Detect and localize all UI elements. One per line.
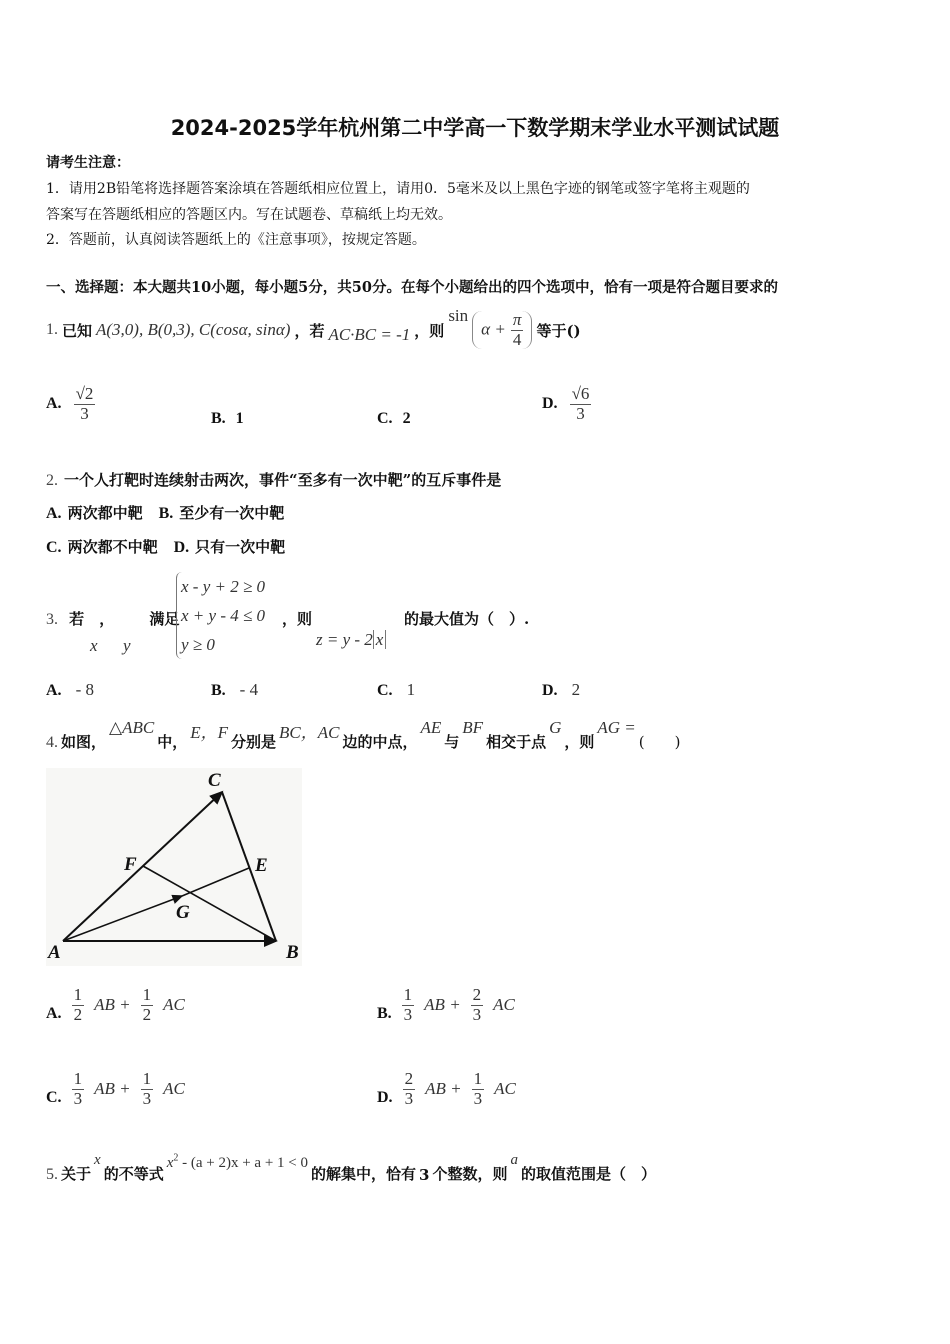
option-label: B. — [377, 1005, 392, 1022]
math-vector-term: AC — [493, 995, 515, 1014]
math-fraction — [511, 311, 524, 349]
question-text: ，则 — [414, 321, 445, 340]
fraction-numerator: 2 — [404, 1068, 414, 1088]
option-label: A. — [46, 1005, 62, 1022]
math-points: E，F — [190, 723, 228, 742]
question-text: ， — [99, 610, 115, 628]
question-number: 2. — [46, 472, 58, 489]
option-d[interactable] — [542, 680, 580, 700]
question-text: 一个人打靶时连续射击两次，事件“至多有一次中靶”的互斥事件是 — [64, 471, 502, 489]
fraction-numerator: 1 — [142, 984, 152, 1004]
math-var-y: y — [123, 636, 131, 655]
math-var-x: x — [90, 636, 98, 655]
math-vector-term: AC — [163, 1079, 185, 1098]
label-g: G — [176, 902, 190, 923]
math-point: G — [549, 718, 562, 737]
option-label: B. — [211, 410, 226, 427]
question-text: 满足 — [149, 610, 180, 628]
question-text: 如图， — [61, 733, 107, 751]
question-text: 相交于点 — [486, 733, 547, 751]
math-vector-term: AB + — [424, 995, 461, 1014]
math-vector-term: AC — [494, 1079, 516, 1098]
question-5 — [46, 1152, 656, 1184]
question-text: ，则 — [564, 733, 595, 751]
question-text: 关于 — [61, 1165, 92, 1183]
question-text: 中， — [157, 733, 188, 751]
option-c[interactable] — [377, 680, 415, 700]
option-label: D. — [542, 682, 558, 699]
option-label: B. — [211, 682, 226, 699]
fraction-denominator: 3 — [80, 403, 89, 423]
label-a: A — [48, 942, 61, 963]
fraction-denominator: 3 — [142, 1088, 152, 1108]
math-abs: x — [373, 630, 387, 649]
math-expr: z = y - 2 — [316, 630, 373, 649]
question-number: 3. — [46, 611, 58, 628]
option-value: 1 — [406, 680, 416, 699]
math-points: A(3,0), B(0,3), C(cosα, sinα) — [96, 320, 291, 339]
math-exponent: 2 — [173, 1152, 179, 1164]
fraction-numerator: √2 — [75, 384, 94, 403]
fraction-numerator: √6 — [571, 384, 590, 403]
option-label: A. — [46, 505, 62, 522]
fraction-numerator: π — [512, 309, 522, 329]
page-title: 2024-2025学年杭州第二中学高一下数学期末学业水平测试试题 — [170, 116, 780, 140]
fraction-denominator: 3 — [73, 1088, 83, 1108]
option-label: C. — [377, 410, 393, 427]
option-value[interactable]: 两次都不中靶 — [67, 538, 158, 556]
q2-options-row-1 — [46, 502, 284, 523]
fraction-numerator: 2 — [472, 984, 482, 1004]
fraction-numerator: 1 — [403, 984, 413, 1004]
label-e: E — [255, 855, 268, 876]
question-text: 的不等式 — [103, 1165, 164, 1183]
option-value: 2 — [402, 410, 411, 427]
math-paren-expr — [472, 311, 532, 349]
option-label: C. — [377, 682, 393, 699]
section-heading: 一、选择题：本大题共10小题，每小题5分，共50分。在每个小题给出的四个选项中，恰有一项是符合题目要求的 — [46, 279, 778, 296]
question-text: 分别是 — [231, 733, 277, 751]
option-value[interactable]: 两次都中靶 — [67, 504, 143, 522]
notice-heading: 请考生注意： — [46, 155, 130, 171]
option-a[interactable] — [46, 980, 185, 1030]
option-a[interactable] — [46, 680, 94, 700]
option-a[interactable] — [46, 385, 95, 423]
math-segment: AE — [420, 718, 442, 737]
fraction-numerator: 1 — [473, 1068, 483, 1088]
fraction-denominator: 4 — [512, 329, 522, 349]
math-var: a — [510, 1152, 518, 1168]
option-value: 2 — [571, 680, 581, 699]
question-1 — [46, 306, 581, 354]
notice-item: 1．请用2B铅笔将选择题答案涂填在答题纸相应位置上，请用0．5毫米及以上黑色字迹的钢笔或签字笔将主观题的 — [46, 181, 750, 197]
question-text: 3 — [419, 1166, 430, 1184]
option-value: - 4 — [239, 680, 259, 699]
math-vector: AG = — [597, 718, 636, 737]
constraint: x + y - 4 ≤ 0 — [181, 606, 266, 625]
question-text: 的解集中，恰有 — [311, 1165, 417, 1183]
question-2 — [46, 469, 501, 490]
option-label: D. — [173, 539, 190, 556]
option-b[interactable] — [377, 980, 515, 1030]
notice-item: 答案写在答题纸相应的答题区内。写在试题卷、草稿纸上均无效。 — [46, 207, 452, 223]
math-segment: BF — [462, 718, 484, 737]
q2-options-row-2 — [46, 536, 285, 557]
question-text: ，若 — [294, 321, 325, 340]
question-text: 的取值范围是（ ） — [520, 1165, 656, 1183]
math-target — [316, 630, 386, 650]
math-vector-term: AB + — [94, 995, 131, 1014]
question-text: 与 — [444, 733, 460, 751]
question-text: ，则 — [282, 610, 313, 628]
label-b: B — [286, 942, 299, 963]
option-label: A. — [46, 395, 62, 413]
math-arg: α + — [481, 319, 506, 339]
question-3 — [46, 608, 179, 629]
math-condition: AC·BC = -1 — [328, 325, 411, 344]
fraction-denominator: 3 — [404, 1088, 414, 1108]
option-b[interactable] — [211, 680, 258, 700]
option-value[interactable]: 至少有一次中靶 — [179, 504, 285, 522]
option-d[interactable] — [377, 1064, 516, 1114]
constraint-system — [176, 572, 265, 659]
question-number: 1. — [46, 321, 58, 338]
question-text: 已知 — [62, 321, 93, 340]
math-var: x — [166, 1155, 174, 1171]
constraint: x - y + 2 ≥ 0 — [181, 577, 266, 596]
fraction-numerator: 1 — [142, 1068, 152, 1088]
option-value[interactable]: 只有一次中靶 — [195, 538, 286, 556]
fraction-numerator: 1 — [73, 1068, 83, 1088]
triangle-diagram — [46, 768, 302, 966]
math-vector-term: AC — [163, 995, 185, 1014]
option-label: C. — [46, 1089, 62, 1106]
question-text: 等于() — [536, 321, 581, 340]
answer-blank: ( ) — [638, 733, 681, 751]
constraint: y ≥ 0 — [181, 635, 215, 654]
label-f: F — [124, 854, 137, 875]
math-expr: - (a + 2)x + a + 1 < 0 — [178, 1155, 309, 1171]
math-vector-term: AB + — [94, 1079, 131, 1098]
question-4 — [46, 718, 680, 752]
option-b[interactable] — [211, 410, 244, 428]
question-text: 的最大值为（ ）. — [404, 610, 530, 628]
fraction-denominator: 3 — [403, 1004, 413, 1024]
option-label: D. — [377, 1089, 393, 1106]
option-label: D. — [542, 395, 558, 413]
label-c: C — [208, 770, 221, 791]
fraction-denominator: 3 — [473, 1088, 483, 1108]
option-value: 1 — [235, 410, 244, 427]
fraction-denominator: 3 — [472, 1004, 482, 1024]
option-label: C. — [46, 539, 62, 556]
option-label: A. — [46, 682, 62, 699]
math-fraction — [74, 385, 96, 423]
math-sides: BC，AC — [279, 723, 340, 742]
question-text: 若 — [69, 610, 85, 628]
option-c[interactable] — [377, 410, 411, 428]
fraction-denominator: 2 — [73, 1004, 83, 1024]
option-c[interactable] — [46, 1064, 185, 1114]
fraction-denominator: 2 — [142, 1004, 152, 1024]
question-number: 5. — [46, 1166, 58, 1183]
fraction-denominator: 3 — [576, 403, 585, 423]
question-text: 个整数，则 — [432, 1165, 508, 1183]
option-value: - 8 — [75, 680, 94, 699]
question-text: 边的中点， — [342, 733, 418, 751]
math-inequality — [167, 1152, 308, 1172]
triangle-figure — [46, 768, 302, 966]
option-d[interactable] — [542, 385, 591, 423]
math-triangle: △ABC — [109, 718, 155, 737]
option-label: B. — [158, 505, 174, 522]
fraction-numerator: 1 — [73, 984, 83, 1004]
math-vector-term: AB + — [425, 1079, 462, 1098]
math-var: x — [94, 1152, 101, 1168]
math-fraction — [570, 385, 592, 423]
math-sin: sin — [448, 306, 469, 325]
notice-item: 2．答题前，认真阅读答题纸上的《注意事项》，按规定答题。 — [46, 232, 426, 248]
question-number: 4. — [46, 734, 58, 751]
